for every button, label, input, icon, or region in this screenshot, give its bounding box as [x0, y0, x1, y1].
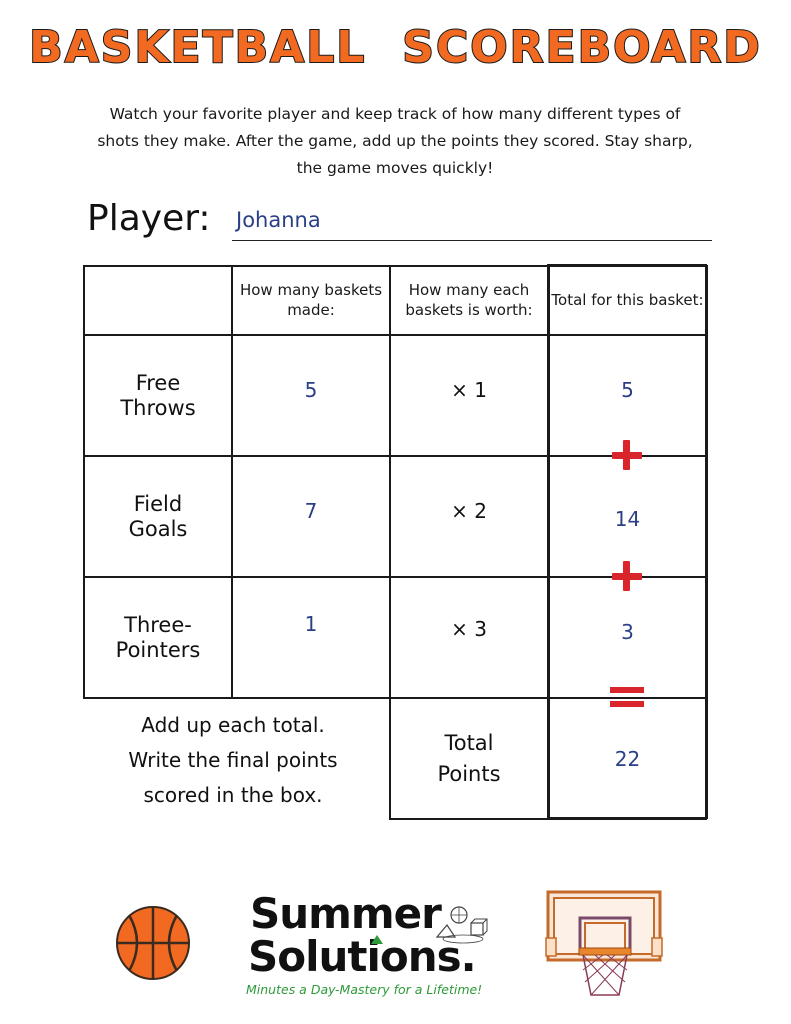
table-line	[83, 697, 707, 699]
header-baskets-made: How many baskets made:	[239, 281, 383, 319]
row-label-field-goals	[85, 457, 231, 576]
instructions-text	[95, 708, 371, 813]
player-name-field[interactable]: Johanna	[236, 208, 321, 232]
instruction-line: Add up each total.	[141, 713, 325, 737]
total-label-line: Points	[437, 762, 501, 786]
header-basket-worth: How many each baskets is worth:	[405, 281, 533, 319]
header-basket-total: Total for this basket:	[551, 291, 704, 309]
row-label-line: Free	[135, 370, 181, 395]
page-title	[0, 22, 791, 73]
player-underline	[232, 240, 712, 241]
total-points-field[interactable]: 22	[614, 747, 641, 771]
title-word-2: SCOREBOARD	[402, 22, 762, 73]
three-pointers-worth: × 3	[451, 617, 487, 641]
row-label-three-pointers	[85, 578, 231, 697]
free-throws-made-field[interactable]: 5	[304, 378, 318, 402]
row-label-line: Pointers	[115, 637, 201, 662]
instruction-line: Write the final points	[128, 748, 338, 772]
row-label-line: Throws	[120, 395, 196, 420]
field-goals-worth: × 2	[451, 499, 487, 523]
total-points-label	[391, 700, 547, 818]
math-shapes-icon	[433, 905, 493, 945]
total-label-line: Total	[444, 731, 494, 755]
title-word-1: BASKETBALL	[29, 22, 367, 73]
player-label: Player:	[87, 198, 211, 239]
intro-text: Watch your favorite player and keep track of how many different types of shots they make. After the game, add up the points they scored. Stay sharp, the game moves quickly!	[97, 105, 693, 177]
instruction-line: scored in the box.	[143, 783, 323, 807]
table-line	[705, 265, 708, 819]
row-label-line: Three-	[124, 612, 192, 637]
logo-tagline: Minutes a Day-Mastery for a Lifetime!	[246, 982, 483, 997]
basketball-icon	[115, 905, 191, 981]
row-label-line: Goals	[128, 516, 188, 541]
logo-line-1: Summer	[250, 889, 441, 938]
logo-line-2: Solutions.	[248, 932, 476, 981]
row-label-free-throws	[85, 336, 231, 455]
free-throws-worth: × 1	[451, 378, 487, 402]
free-throws-total-field[interactable]: 5	[621, 378, 634, 402]
three-pointers-total-field[interactable]: 3	[621, 620, 634, 644]
three-pointers-made-field[interactable]: 1	[304, 612, 318, 636]
field-goals-total-field[interactable]: 14	[614, 507, 641, 531]
field-goals-made-field[interactable]: 7	[304, 499, 318, 523]
row-label-line: Field	[133, 491, 183, 516]
basketball-hoop-icon	[545, 890, 665, 1000]
logo-triangle-icon	[371, 935, 383, 944]
